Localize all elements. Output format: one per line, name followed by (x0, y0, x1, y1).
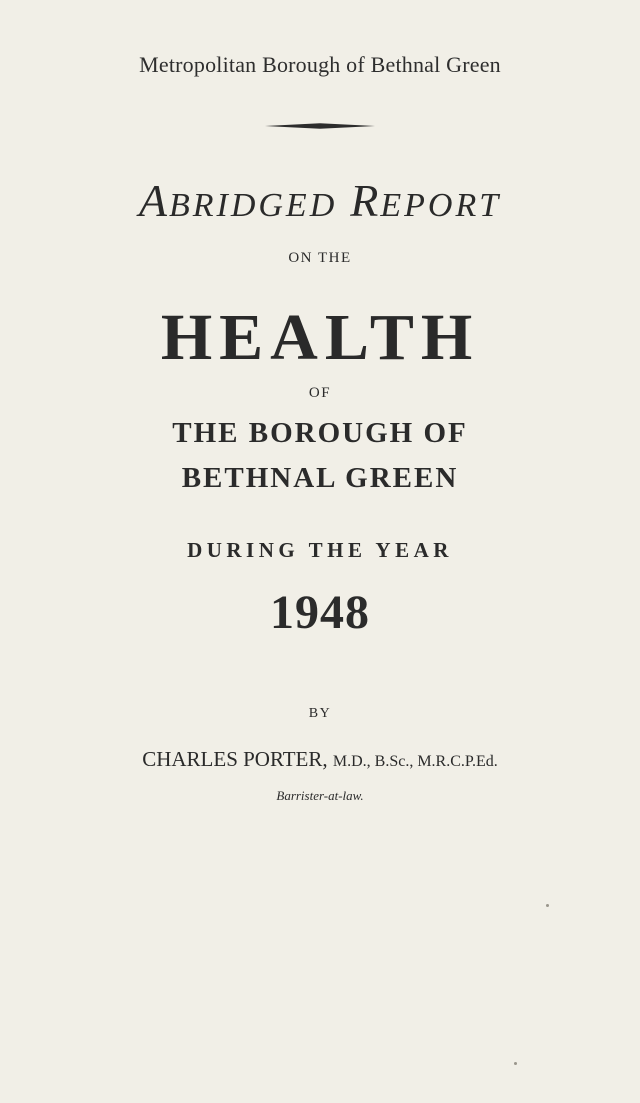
of-text: OF (308, 385, 332, 401)
paper-speck (514, 1062, 517, 1065)
borough-of-title: THE BOROUGH OF (172, 417, 468, 449)
report-rest: EPORT (380, 187, 502, 224)
abridged-initial: A (138, 175, 169, 226)
report-initial: R (350, 175, 381, 226)
decorative-rule (0, 120, 640, 132)
author-profession: Barrister-at-law. (276, 788, 364, 803)
author-qualifications: M.D., B.Sc., M.R.C.P.Ed. (332, 753, 498, 770)
report-year: 1948 (270, 586, 370, 639)
health-title: HEALTH (160, 301, 480, 374)
by-text: BY (308, 706, 332, 721)
borough-heading: Metropolitan Borough of Bethnal Green (139, 52, 501, 77)
on-the-text: ON THE (288, 250, 352, 266)
ornamental-divider-icon (265, 120, 375, 132)
author-name: CHARLES PORTER, (142, 747, 328, 771)
during-year-text: DURING THE YEAR (187, 538, 453, 562)
bethnal-green-title: BETHNAL GREEN (181, 462, 459, 494)
author-line (0, 747, 640, 772)
abridged-report-title (0, 174, 640, 227)
paper-speck (546, 904, 549, 907)
abridged-rest: BRIDGED (168, 187, 338, 224)
